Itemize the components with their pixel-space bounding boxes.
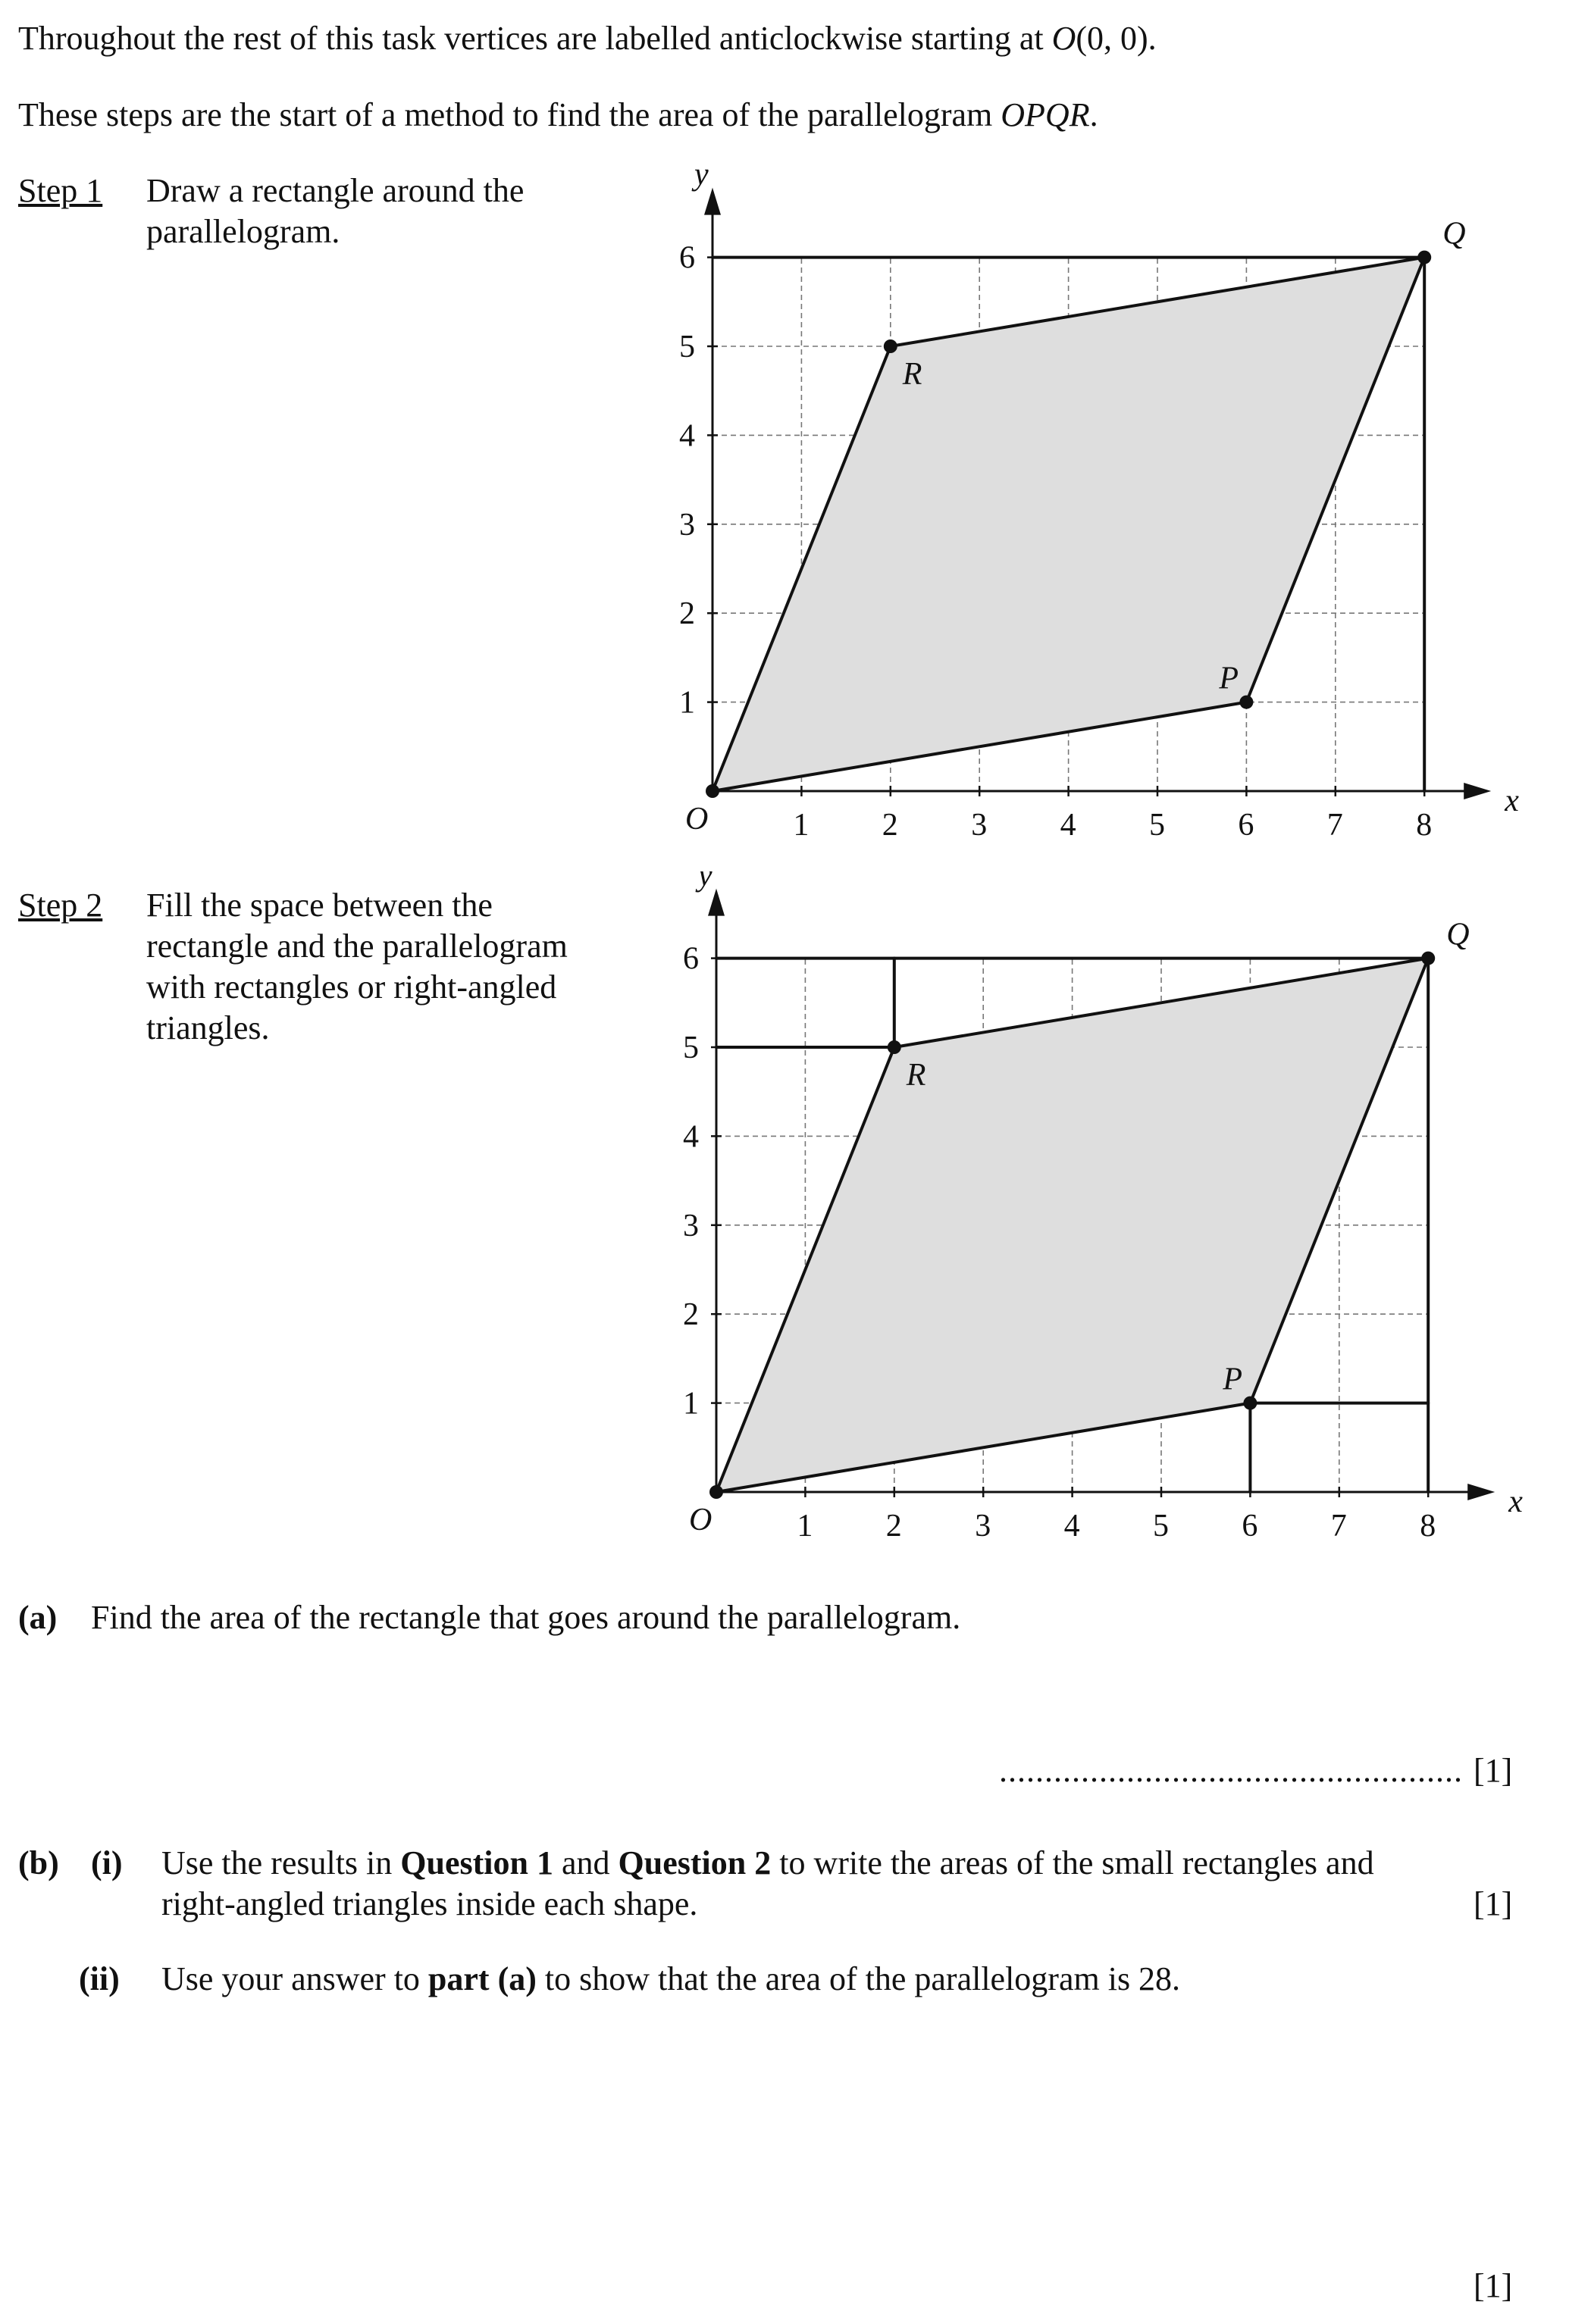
question-a-text: Find the area of the rectangle that goes around the parallelogram.: [91, 1599, 961, 1636]
x-axis-label: x: [1505, 784, 1519, 818]
vertex-p: [1243, 1397, 1257, 1410]
y-tick-label: 5: [679, 330, 695, 364]
vertex-label-r: R: [902, 357, 922, 392]
step-1-line-2: parallelogram.: [146, 213, 340, 250]
y-tick-label: 5: [683, 1031, 699, 1065]
graph-step-1: [652, 167, 1531, 864]
y-tick-label: 2: [679, 596, 695, 632]
step-2-line-4: triangles.: [146, 1009, 270, 1046]
x-tick-label: 8: [1420, 1509, 1436, 1544]
x-tick-label: 3: [971, 808, 988, 843]
vertex-r: [884, 339, 897, 353]
intro-line-2-end: .: [1089, 96, 1098, 133]
vertex-label-o: O: [685, 802, 709, 837]
vertex-q: [1417, 251, 1431, 264]
x-axis-arrow-icon: [1464, 783, 1491, 799]
x-tick-label: 5: [1153, 1509, 1169, 1544]
question-a-marks: [1]: [1474, 1752, 1513, 1789]
question-b-ii-text-1: Use your answer to: [161, 1960, 428, 1997]
intro-line-2: [18, 95, 1098, 136]
step-2-line-3: with rectangles or right-angled: [146, 968, 557, 1006]
question-b-i-text-1: Use the results in: [161, 1844, 401, 1881]
intro-origin-coords: (0, 0).: [1076, 20, 1157, 57]
parallelogram-opqr: [716, 959, 1428, 1492]
x-axis-label: x: [1508, 1484, 1523, 1519]
step-1-line-1: Draw a rectangle around the: [146, 172, 525, 209]
question-b-i-ref-2: Question 2: [618, 1844, 772, 1881]
vertex-label-p: P: [1219, 661, 1239, 696]
intro-shape-name: OPQR: [1001, 96, 1090, 133]
x-tick-label: 5: [1149, 808, 1165, 843]
graph-step-2: [652, 871, 1531, 1569]
question-b-label: (b): [18, 1844, 59, 1881]
x-tick-label: 2: [885, 1509, 902, 1544]
vertex-label-q: Q: [1442, 216, 1466, 252]
vertex-q: [1421, 952, 1435, 965]
y-tick-label: 1: [683, 1386, 699, 1422]
question-b-ii-label: (ii): [79, 1960, 120, 1997]
question-b-i-text-2: and: [553, 1844, 619, 1881]
vertex-p: [1239, 696, 1253, 709]
intro-line-2-text: These steps are the start of a method to find the area of the parallelogram: [18, 96, 1001, 133]
question-b-i-line-2: right-angled triangles inside each shape.: [161, 1885, 698, 1922]
y-tick-label: 6: [679, 240, 695, 276]
y-axis-label: y: [694, 167, 709, 192]
step-1-label: Step 1: [18, 172, 103, 209]
question-a-label: (a): [18, 1599, 58, 1636]
x-tick-label: 7: [1330, 1509, 1347, 1544]
question-b-i-marks: [1]: [1474, 1885, 1513, 1922]
answer-line-a[interactable]: ...................................................: [999, 1752, 1463, 1789]
intro-line-1: [18, 18, 1157, 59]
parallelogram-opqr: [713, 258, 1424, 791]
x-tick-label: 3: [975, 1509, 991, 1544]
y-tick-label: 3: [679, 507, 695, 543]
x-axis-arrow-icon: [1467, 1484, 1495, 1500]
question-b-ii-marks: [1]: [1474, 2267, 1513, 2304]
x-tick-label: 6: [1242, 1509, 1258, 1544]
y-tick-label: 4: [679, 418, 695, 454]
question-b-ii-text-2: to show that the area of the parallelogram is 28.: [536, 1960, 1181, 1997]
vertex-r: [888, 1040, 901, 1054]
x-tick-label: 6: [1238, 808, 1254, 843]
y-tick-label: 3: [683, 1208, 699, 1243]
vertex-label-o: O: [689, 1503, 713, 1537]
vertex-label-r: R: [906, 1058, 926, 1093]
x-tick-label: 1: [793, 808, 810, 843]
question-b-i-line-1: [161, 1843, 1374, 1884]
x-tick-label: 1: [797, 1509, 813, 1544]
y-tick-label: 2: [683, 1297, 699, 1333]
y-tick-label: 1: [679, 685, 695, 721]
step-2-line-1: Fill the space between the: [146, 887, 493, 924]
x-tick-label: 4: [1063, 1509, 1080, 1544]
question-b-i-label: (i): [91, 1844, 123, 1881]
x-tick-label: 8: [1416, 808, 1433, 843]
intro-origin-label: O: [1051, 20, 1076, 57]
y-tick-label: 6: [683, 941, 699, 977]
y-axis-label: y: [698, 871, 713, 893]
x-tick-label: 4: [1060, 808, 1076, 843]
vertex-o: [709, 1485, 723, 1499]
step-2-line-2: rectangle and the parallelogram: [146, 927, 568, 965]
vertex-label-q: Q: [1446, 917, 1470, 952]
intro-line-1-text: Throughout the rest of this task vertices are labelled anticlockwise starting at: [18, 20, 1052, 57]
x-tick-label: 7: [1326, 808, 1343, 843]
question-b-ii-line: [161, 1959, 1180, 2000]
question-b-i-text-3: to write the areas of the small rectangles and: [771, 1844, 1374, 1881]
y-tick-label: 4: [683, 1119, 699, 1155]
step-2-label: Step 2: [18, 887, 103, 924]
vertex-label-p: P: [1223, 1362, 1243, 1397]
question-b-i-ref-1: Question 1: [400, 1844, 553, 1881]
question-b-ii-ref: part (a): [428, 1960, 537, 1997]
vertex-o: [706, 784, 719, 798]
x-tick-label: 2: [882, 808, 898, 843]
